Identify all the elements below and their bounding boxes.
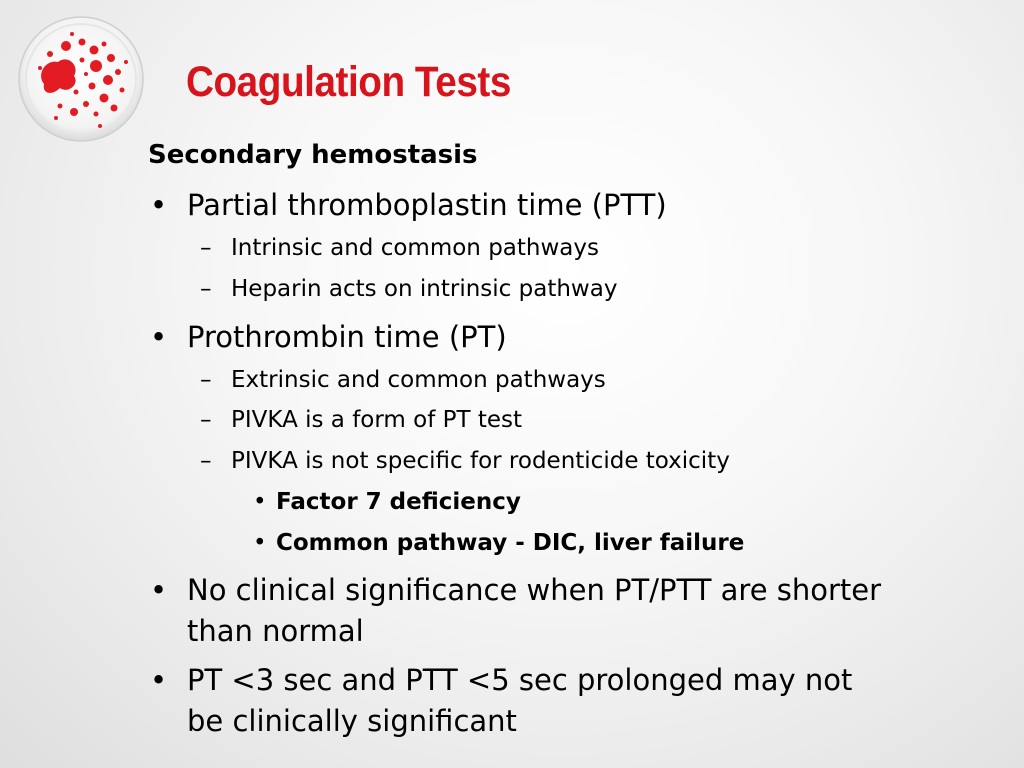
bullet-marker: • xyxy=(150,188,168,222)
bullet-text: Prothrombin time (PT) xyxy=(187,320,507,354)
bullet-text: No clinical significance when PT/PTT are shorter xyxy=(187,573,882,607)
sub-bullet-text: PIVKA is not specific for rodenticide toxicity xyxy=(231,448,730,474)
bullet-marker: • xyxy=(253,530,267,556)
dash-marker: – xyxy=(200,448,212,474)
sub-sub-bullet-text: Common pathway - DIC, liver failure xyxy=(276,530,745,556)
bullet-marker: • xyxy=(253,489,267,515)
bullet-marker: • xyxy=(150,320,168,354)
dash-marker: – xyxy=(200,276,212,302)
sub-bullet-text: PIVKA is a form of PT test xyxy=(231,407,523,433)
sub-sub-bullet-text: Factor 7 deficiency xyxy=(276,489,521,515)
sub-bullet-text: Heparin acts on intrinsic pathway xyxy=(231,276,618,302)
dash-marker: – xyxy=(200,367,212,393)
section-heading: Secondary hemostasis xyxy=(148,140,478,170)
bullet-text: than normal xyxy=(187,614,364,648)
slide-title: Coagulation Tests xyxy=(186,58,511,106)
bullet-marker: • xyxy=(150,663,168,697)
sub-bullet-text: Intrinsic and common pathways xyxy=(231,235,599,261)
bullet-text: Partial thromboplastin time (PTT) xyxy=(187,188,667,222)
bullet-text: be clinically significant xyxy=(187,704,517,738)
dash-marker: – xyxy=(200,235,212,261)
dash-marker: – xyxy=(200,407,212,433)
bullet-marker: • xyxy=(150,573,168,607)
bullet-text: PT <3 sec and PTT <5 sec prolonged may not xyxy=(187,663,853,697)
sub-bullet-text: Extrinsic and common pathways xyxy=(231,367,606,393)
